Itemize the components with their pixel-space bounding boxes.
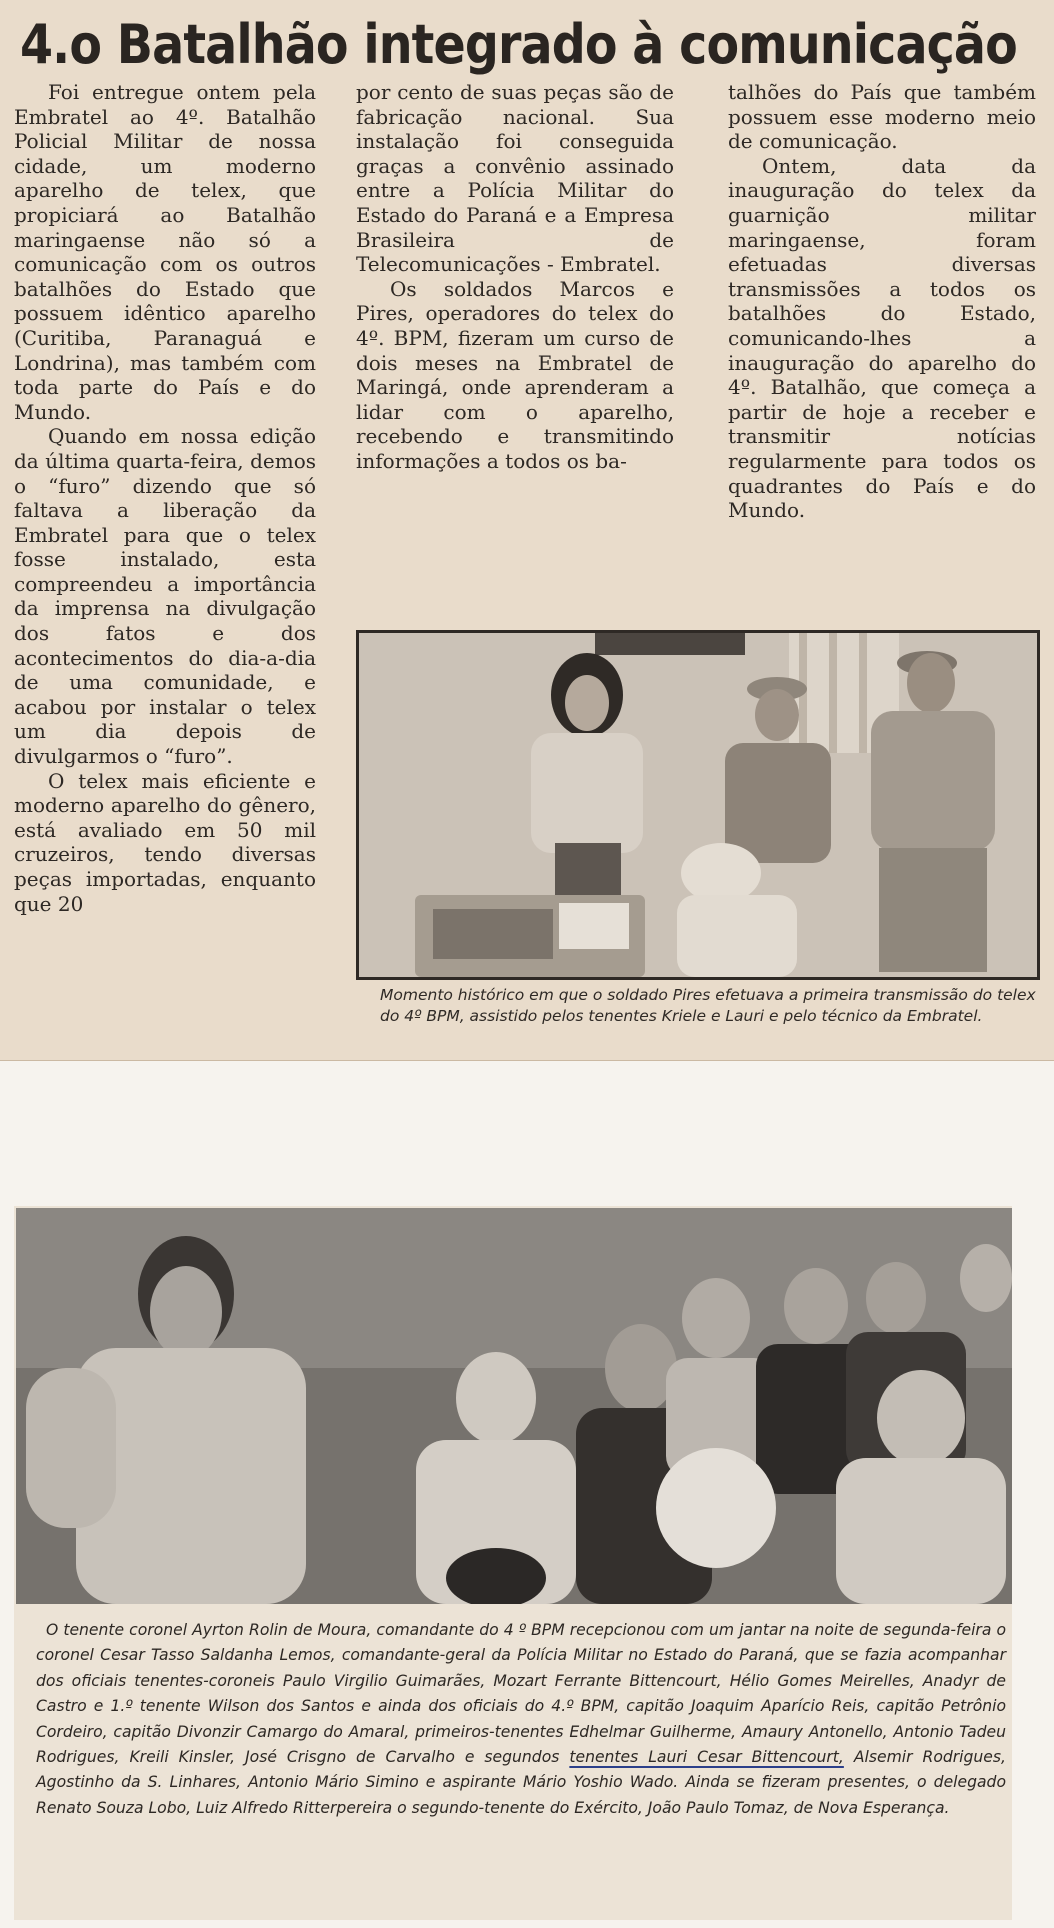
column-2-paragraph-1: por cento de suas peças são de fabricação nacional. Sua instalação foi conseguida graças a convênio assinado entre a Polícia Militar do Estado do Paraná e a Empresa Brasileira de Telecomunicações - Embratel. bbox=[356, 80, 674, 277]
dinner-photo bbox=[16, 1208, 1012, 1604]
column-3-paragraph-1: talhões do País que também possuem esse moderno meio de comunicação. bbox=[728, 80, 1036, 154]
caption-text-end: Alsemir Rodrigues, Agostinho da S. Linhares, Antonio Mário Simino e aspirante Mário Yoshio Wado. Ainda se fizeram presentes, o delegado Renato Souza Lobo, Luiz Alfredo Ritterpereira o segundo-tenente do Exército, João Paulo Tomaz, de Nova Esperança. bbox=[36, 1748, 1006, 1817]
article-column-3 bbox=[728, 80, 1036, 600]
caption-text-start: O tenente coronel Ayrton Rolin de Moura, comandante do 4 º BPM recepcionou com um jantar na noite de segunda-feira o coronel Cesar Tasso Saldanha Lemos, comandante-geral da Polícia Militar no Estado do Paraná, que se fazia acompanhar dos oficiais tenentes-coroneis Paulo Virgilio Guimarães, Mozart Ferrante Bittencourt, Hélio Gomes Meirelles, Anadyr de Castro e 1.º tenente Wilson dos Santos e ainda dos oficiais do 4.º BPM, capitão Joaquim Aparício Reis, capitão Petrônio Cordeiro, capitão Divonzir Camargo do Amaral, primeiros-tenentes Edhelmar Guilherme, Amaury Antonello, Antonio Tadeu Rodrigues, Kreili Kinsler, José Crisgno de Carvalho e segundos bbox=[36, 1621, 1006, 1767]
column-1-paragraph-2: Quando em nossa edição da última quarta-feira, demos o “furo” dizendo que só faltava a liberação da Embratel para que o telex fosse instalado, esta compreendeu a importância da imprensa na divulgação dos fatos e dos acontecimentos do dia-a-dia de uma comunidade, e acabou por instalar o telex um dia depois de divulgarmos o “furo”. bbox=[14, 424, 316, 769]
telex-room-photo bbox=[356, 630, 1040, 980]
column-1-paragraph-1: Foi entregue ontem pela Embratel ao 4º. Batalhão Policial Militar de nossa cidade, um moderno aparelho de telex, que propiciará ao Batalhão maringaense não só a comunicação com os outros batalhões do Estado que possuem idêntico aparelho (Curitiba, Paranaguá e Londrina), mas também com toda parte do País e do Mundo. bbox=[14, 80, 316, 424]
article-column-1 bbox=[14, 80, 316, 1050]
column-3-paragraph-2: Ontem, data da inauguração do telex da guarnição militar maringaense, foram efetuadas diversas transmissões a todos os batalhões do Estado, comunicando-lhes a inauguração do aparelho do 4º. Batalhão, que começa a partir de hoje a receber e transmitir notícias regularmente para todos os quadrantes do País e do Mundo. bbox=[728, 153, 1036, 523]
article-headline: 4.o Batalhão integrado à comunicação bbox=[20, 13, 1017, 76]
column-2-paragraph-2: Os soldados Marcos e Pires, operadores do telex do 4º. BPM, fizeram um curso de dois meses na Embratel de Maringá, onde aprenderam a lidar com o aparelho, recebendo e transmitindo informações a todos os ba- bbox=[356, 276, 674, 473]
article-column-2 bbox=[356, 80, 674, 600]
photo-caption: Momento histórico em que o soldado Pires efetuava a primeira transmissão do telex do 4º BPM, assistido pelos tenentes Kriele e Lauri e pelo técnico da Embratel. bbox=[380, 986, 1036, 1025]
column-1-paragraph-3: O telex mais eficiente e moderno aparelho do gênero, está avaliado em 50 mil cruzeiros, tendo diversas peças importadas, enquanto que 20 bbox=[14, 768, 316, 916]
dinner-photo-caption bbox=[36, 1618, 1006, 1918]
caption-underlined-names: tenentes Lauri Cesar Bittencourt, bbox=[569, 1748, 844, 1767]
